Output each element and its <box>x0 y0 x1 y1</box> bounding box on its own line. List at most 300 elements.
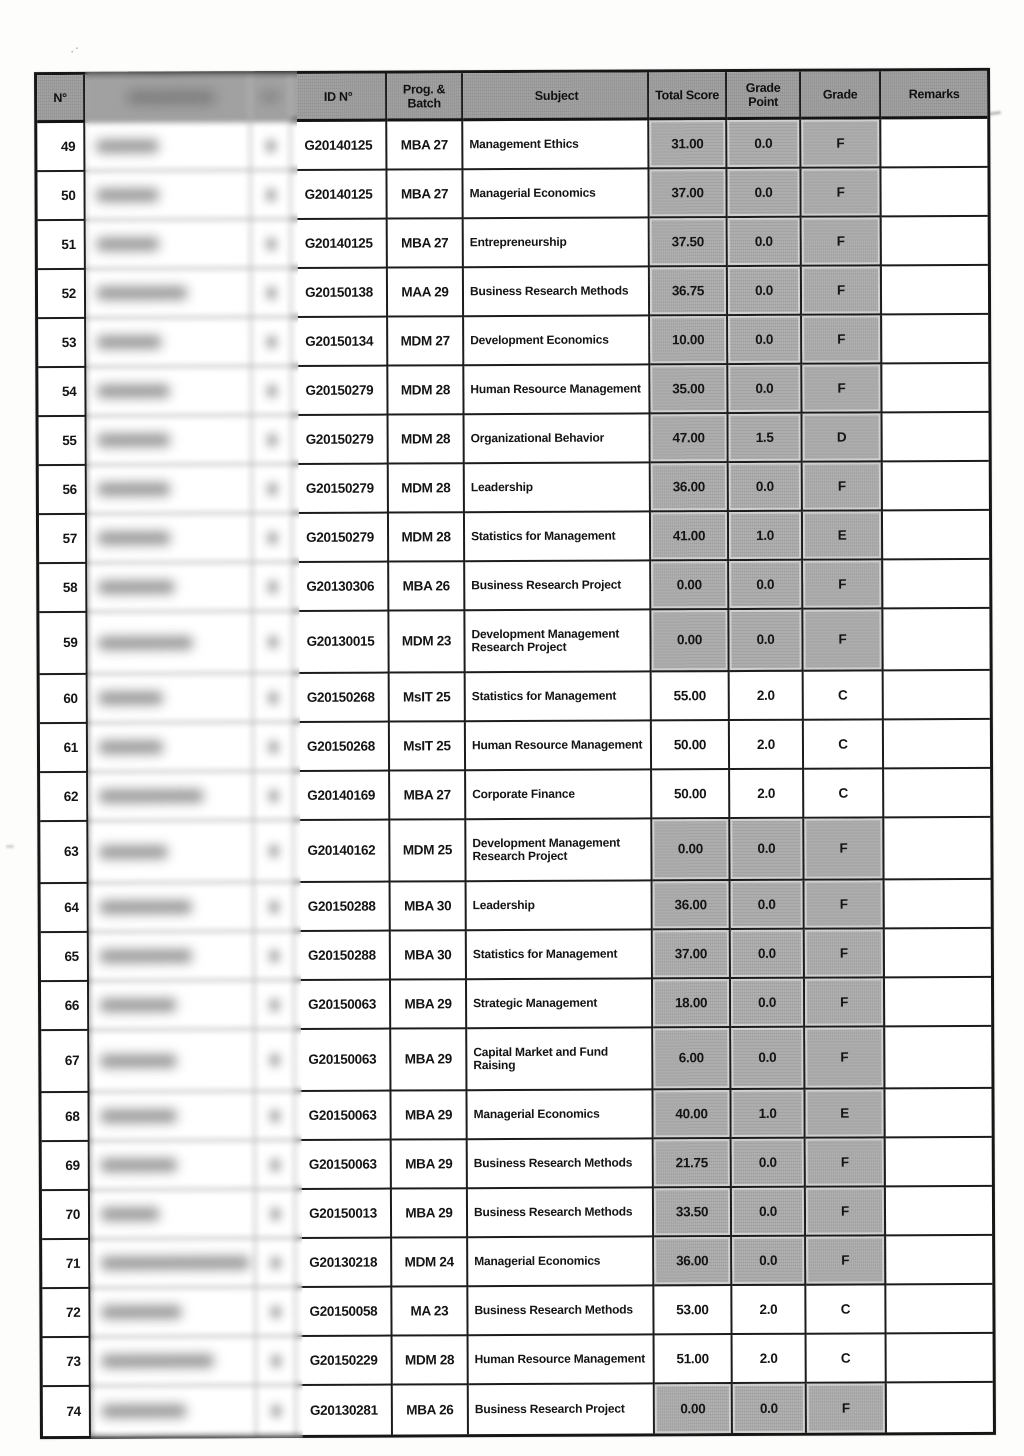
total-score-cell: 41.00 <box>651 512 729 561</box>
id-number-cell: G20150288 <box>295 883 391 932</box>
subject-cell: Capital Market and Fund Raising <box>467 1028 653 1091</box>
total-score-cell: 0.00 <box>651 610 729 672</box>
grade-point-cell: 0.0 <box>727 169 801 218</box>
subject-cell: Strategic Management <box>467 979 653 1029</box>
grade-point-cell: 0.0 <box>729 561 803 610</box>
name-cell <box>89 1092 255 1142</box>
redacted-name-blur <box>96 140 158 153</box>
name-cell <box>87 465 253 515</box>
grade-point-cell: 0.0 <box>732 1237 806 1286</box>
table-row <box>43 1334 993 1387</box>
row-number-cell: 57 <box>39 515 87 564</box>
redacted-sex-blur <box>269 845 278 857</box>
name-cell <box>87 563 253 613</box>
redacted-sex-blur <box>271 1355 280 1367</box>
prog-batch-cell: MBA 26 <box>389 562 465 611</box>
table-row <box>38 217 988 270</box>
subject-cell: Human Resource Management <box>469 1335 655 1385</box>
table-header-row <box>37 71 987 123</box>
grade-cell: F <box>805 1027 885 1089</box>
grade-point-cell: 2.0 <box>730 721 804 770</box>
id-number-cell: G20130306 <box>293 563 389 612</box>
table-row <box>42 1187 992 1240</box>
header-total-score: Total Score <box>649 72 727 120</box>
grade-point-cell: 1.5 <box>729 414 803 463</box>
redacted-sex-blur <box>271 1257 280 1269</box>
grade-cell: C <box>807 1334 887 1383</box>
name-cell <box>90 1239 256 1289</box>
grade-point-cell: 0.0 <box>729 610 803 672</box>
row-number-cell: 60 <box>40 675 88 724</box>
row-number-cell: 56 <box>39 466 87 515</box>
sex-cell <box>253 612 293 674</box>
table-row <box>41 1027 991 1093</box>
name-cell <box>86 220 252 270</box>
row-number-cell: 49 <box>37 123 85 172</box>
total-score-cell: 35.00 <box>650 365 728 414</box>
total-score-cell: 37.50 <box>650 218 728 267</box>
sex-cell <box>255 932 295 981</box>
name-cell <box>89 932 255 982</box>
grade-cell: D <box>803 413 883 462</box>
grade-cell: F <box>801 168 881 217</box>
redacted-sex-blur <box>268 692 277 704</box>
id-number-cell: G20130281 <box>297 1386 393 1435</box>
name-cell <box>89 981 255 1031</box>
id-number-cell: G20150063 <box>295 981 391 1030</box>
prog-batch-cell: MDM 25 <box>390 820 466 882</box>
redacted-sex-blur <box>270 1054 279 1066</box>
sex-cell <box>252 367 292 416</box>
row-number-cell: 65 <box>41 933 89 982</box>
total-score-cell: 50.00 <box>652 721 730 770</box>
grade-cell: F <box>802 315 882 364</box>
grade-point-cell: 0.0 <box>733 1384 807 1433</box>
table-row <box>40 818 990 884</box>
redacted-sex-blur <box>266 140 275 152</box>
sex-cell <box>256 1190 296 1239</box>
sex-cell <box>253 416 293 465</box>
grade-cell: E <box>803 511 883 560</box>
total-score-cell: 51.00 <box>655 1335 733 1384</box>
sex-cell <box>252 220 292 269</box>
grade-cell: F <box>802 364 882 413</box>
subject-cell: Statistics for Management <box>467 930 653 980</box>
row-number-cell: 51 <box>38 221 86 270</box>
prog-batch-cell: MBA 29 <box>392 1140 468 1189</box>
redacted-sex-blur <box>266 287 275 299</box>
redacted-sex-blur <box>268 636 277 648</box>
grade-point-cell: 0.0 <box>732 1188 806 1237</box>
remarks-cell <box>882 217 988 266</box>
total-score-cell: 0.00 <box>655 1384 733 1433</box>
grade-point-cell: 0.0 <box>731 979 805 1028</box>
grade-point-cell: 0.0 <box>728 218 802 267</box>
id-number-cell: G20140162 <box>294 821 390 883</box>
id-number-cell: G20150058 <box>296 1288 392 1337</box>
redacted-name-blur <box>97 385 169 398</box>
subject-cell: Human Resource Management <box>466 721 652 771</box>
table-row <box>40 769 990 822</box>
table-row <box>43 1383 993 1436</box>
name-cell <box>87 416 253 466</box>
prog-batch-cell: MDM 24 <box>392 1238 468 1287</box>
id-number-cell: G20150134 <box>292 318 388 367</box>
row-number-cell: 68 <box>41 1093 89 1142</box>
redacted-name-blur <box>101 1305 181 1318</box>
redacted-name-blur <box>101 1256 249 1270</box>
id-number-cell: G20150063 <box>295 1092 391 1141</box>
grade-point-cell: 0.0 <box>727 120 801 169</box>
scan-artifact-dots: .· <box>68 41 82 56</box>
sex-cell <box>254 723 294 772</box>
redacted-name-blur <box>97 238 159 251</box>
grade-point-cell: 1.0 <box>731 1090 805 1139</box>
name-cell <box>88 674 254 724</box>
name-cell <box>91 1386 257 1436</box>
row-number-cell: 64 <box>41 884 89 933</box>
redacted-name-blur <box>99 741 163 754</box>
grade-point-cell: 0.0 <box>731 930 805 979</box>
redacted-name-blur <box>101 1208 159 1221</box>
grade-cell: C <box>804 720 884 769</box>
row-number-cell: 73 <box>43 1338 91 1387</box>
table-row <box>37 119 987 172</box>
remarks-cell <box>883 511 989 560</box>
table-row <box>41 880 991 933</box>
grade-point-cell: 0.0 <box>732 1139 806 1188</box>
header-grade: Grade <box>801 71 881 119</box>
table-row <box>41 978 991 1031</box>
total-score-cell: 36.00 <box>654 1237 732 1286</box>
table-row <box>42 1138 992 1191</box>
remarks-cell <box>883 609 989 671</box>
table-body <box>37 119 993 1436</box>
redacted-name-blur <box>102 1354 214 1367</box>
subject-cell: Business Research Methods <box>468 1188 654 1238</box>
redacted-sex-header-blur <box>261 91 279 102</box>
sex-cell <box>253 563 293 612</box>
grade-cell: F <box>803 462 883 511</box>
redacted-sex-blur <box>270 1208 279 1220</box>
row-number-cell: 53 <box>38 319 86 368</box>
subject-cell: Organizational Behavior <box>465 414 651 464</box>
grade-cell: F <box>802 266 882 315</box>
grade-cell: C <box>804 769 884 818</box>
prog-batch-cell: MBA 30 <box>391 931 467 980</box>
name-cell <box>86 269 252 319</box>
id-number-cell: G20140125 <box>292 220 388 269</box>
name-cell <box>86 367 252 417</box>
redacted-sex-blur <box>266 189 275 201</box>
remarks-cell <box>882 266 988 315</box>
remarks-cell <box>883 413 989 462</box>
subject-cell: Leadership <box>465 463 651 513</box>
header-number: N° <box>37 75 85 123</box>
remarks-cell <box>884 671 990 720</box>
redacted-sex-blur <box>269 901 278 913</box>
id-number-cell: G20150268 <box>294 723 390 772</box>
table-row <box>38 266 988 319</box>
redacted-name-blur <box>100 900 192 913</box>
grade-cell: F <box>806 1187 886 1236</box>
sex-cell <box>254 821 294 883</box>
sex-cell <box>252 269 292 318</box>
redacted-sex-blur <box>268 581 277 593</box>
table-row <box>40 720 990 773</box>
prog-batch-cell: MBA 26 <box>393 1385 469 1434</box>
name-cell <box>85 171 251 221</box>
prog-batch-cell: MBA 30 <box>391 882 467 931</box>
subject-cell: Development Management Research Project <box>465 610 651 673</box>
subject-cell: Managerial Economics <box>467 1090 653 1140</box>
grades-table <box>34 68 996 1439</box>
name-cell <box>91 1337 257 1387</box>
name-cell <box>90 1141 256 1191</box>
redacted-name-blur <box>98 532 170 545</box>
total-score-cell: 18.00 <box>653 979 731 1028</box>
redacted-name-blur <box>97 336 161 349</box>
name-cell <box>86 318 252 368</box>
redacted-sex-blur <box>269 950 278 962</box>
total-score-cell: 10.00 <box>650 316 728 365</box>
redacted-name-blur <box>98 636 192 649</box>
table-row <box>38 315 988 368</box>
sex-cell <box>256 1288 296 1337</box>
row-number-cell: 72 <box>42 1289 90 1338</box>
redacted-sex-blur <box>271 1405 280 1417</box>
grade-cell: F <box>802 217 882 266</box>
sex-cell <box>251 171 291 220</box>
header-prog-batch: Prog. & Batch <box>387 73 463 121</box>
prog-batch-cell: MBA 27 <box>388 219 464 268</box>
id-number-cell: G20150063 <box>295 1030 391 1092</box>
grade-point-cell: 2.0 <box>733 1335 807 1384</box>
name-cell <box>88 723 254 773</box>
redacted-name-blur <box>99 789 203 802</box>
name-cell <box>89 1030 255 1093</box>
remarks-cell <box>885 978 991 1027</box>
sex-cell <box>255 883 295 932</box>
table-row <box>39 413 989 466</box>
scan-artifact-margin-dot <box>6 845 14 848</box>
grade-point-cell: 2.0 <box>730 672 804 721</box>
total-score-cell: 53.00 <box>654 1286 732 1335</box>
subject-cell: Business Research Project <box>469 1384 655 1434</box>
redacted-sex-blur <box>267 385 276 397</box>
subject-cell: Business Research Methods <box>468 1286 654 1336</box>
name-cell <box>90 1288 256 1338</box>
redacted-sex-blur <box>270 999 279 1011</box>
grade-point-cell: 1.0 <box>729 512 803 561</box>
remarks-cell <box>884 720 990 769</box>
sex-cell <box>254 674 294 723</box>
grade-point-cell: 0.0 <box>728 365 802 414</box>
name-cell <box>88 772 254 822</box>
total-score-cell: 21.75 <box>654 1139 732 1188</box>
id-number-cell: G20150279 <box>293 514 389 563</box>
header-remarks: Remarks <box>881 71 987 119</box>
prog-batch-cell: MBA 29 <box>392 1189 468 1238</box>
row-number-cell: 61 <box>40 724 88 773</box>
grade-cell: F <box>805 929 885 978</box>
grade-cell: F <box>803 560 883 609</box>
redacted-name-blur <box>100 949 192 962</box>
subject-cell: Business Research Project <box>465 561 651 611</box>
id-number-cell: G20150229 <box>297 1337 393 1386</box>
row-number-cell: 54 <box>38 368 86 417</box>
redacted-sex-blur <box>266 238 275 250</box>
prog-batch-cell: MBA 29 <box>391 980 467 1029</box>
id-number-cell: G20150138 <box>292 269 388 318</box>
remarks-cell <box>885 1027 991 1089</box>
row-number-cell: 58 <box>39 564 87 613</box>
id-number-cell: G20140125 <box>291 122 387 171</box>
name-cell <box>88 821 254 884</box>
grade-cell: C <box>806 1285 886 1334</box>
row-number-cell: 59 <box>39 613 87 675</box>
remarks-cell <box>886 1236 992 1285</box>
row-number-cell: 62 <box>40 773 88 822</box>
sex-cell <box>257 1337 297 1386</box>
row-number-cell: 70 <box>42 1191 90 1240</box>
total-score-cell: 50.00 <box>652 770 730 819</box>
prog-batch-cell: MBA 29 <box>391 1091 467 1140</box>
sex-cell <box>256 1141 296 1190</box>
total-score-cell: 37.00 <box>649 169 727 218</box>
sex-cell <box>254 772 294 821</box>
sex-cell <box>256 1239 296 1288</box>
row-number-cell: 50 <box>37 172 85 221</box>
sex-cell <box>255 981 295 1030</box>
prog-batch-cell: MDM 23 <box>389 611 465 673</box>
remarks-cell <box>882 315 988 364</box>
total-score-cell: 36.75 <box>650 267 728 316</box>
prog-batch-cell: MsIT 25 <box>390 673 466 722</box>
redacted-name-blur <box>98 483 170 496</box>
prog-batch-cell: MDM 28 <box>389 415 465 464</box>
id-number-cell: G20150279 <box>293 465 389 514</box>
redacted-name-blur <box>101 1109 177 1122</box>
subject-cell: Managerial Economics <box>463 169 649 219</box>
table-row <box>39 609 989 675</box>
redacted-name-blur <box>102 1404 186 1417</box>
redacted-name-blur <box>97 286 187 299</box>
subject-cell: Managerial Economics <box>468 1237 654 1287</box>
prog-batch-cell: MDM 28 <box>389 464 465 513</box>
grade-cell: C <box>804 671 884 720</box>
sex-cell <box>252 318 292 367</box>
table-row <box>40 671 990 724</box>
remarks-cell <box>883 560 989 609</box>
remarks-cell <box>886 1187 992 1236</box>
sex-cell <box>257 1386 297 1435</box>
header-id-number: ID N° <box>291 74 387 122</box>
grade-cell: F <box>806 1236 886 1285</box>
total-score-cell: 31.00 <box>649 120 727 169</box>
row-number-cell: 67 <box>41 1031 89 1093</box>
redacted-sex-blur <box>267 434 276 446</box>
remarks-cell <box>881 168 987 217</box>
redacted-name-blur <box>99 845 167 858</box>
name-cell <box>85 122 251 172</box>
id-number-cell: G20130218 <box>296 1239 392 1288</box>
grade-point-cell: 0.0 <box>728 267 802 316</box>
grade-point-cell: 0.0 <box>728 316 802 365</box>
row-number-cell: 66 <box>41 982 89 1031</box>
row-number-cell: 55 <box>39 417 87 466</box>
total-score-cell: 55.00 <box>652 672 730 721</box>
prog-batch-cell: MAA 29 <box>388 268 464 317</box>
prog-batch-cell: MA 23 <box>392 1287 468 1336</box>
grade-cell: F <box>807 1383 887 1432</box>
prog-batch-cell: MDM 27 <box>388 317 464 366</box>
remarks-cell <box>887 1383 993 1432</box>
total-score-cell: 36.00 <box>653 881 731 930</box>
subject-cell: Management Ethics <box>463 120 649 170</box>
remarks-cell <box>886 1138 992 1187</box>
prog-batch-cell: MDM 28 <box>393 1336 469 1385</box>
subject-cell: Business Research Methods <box>464 267 650 317</box>
redacted-name-blur <box>99 692 163 705</box>
redacted-sex-blur <box>270 1110 279 1122</box>
grade-cell: F <box>805 880 885 929</box>
total-score-cell: 6.00 <box>653 1028 731 1090</box>
grade-cell: F <box>806 1138 886 1187</box>
prog-batch-cell: MBA 27 <box>387 170 463 219</box>
redacted-sex-blur <box>268 532 277 544</box>
total-score-cell: 37.00 <box>653 930 731 979</box>
id-number-cell: G20130015 <box>293 612 389 674</box>
subject-cell: Development Management Research Project <box>466 819 652 882</box>
row-number-cell: 52 <box>38 270 86 319</box>
prog-batch-cell: MDM 28 <box>389 513 465 562</box>
grade-cell: F <box>803 609 883 671</box>
grade-cell: F <box>801 119 881 168</box>
name-cell <box>87 514 253 564</box>
subject-cell: Statistics for Management <box>465 512 651 562</box>
sex-cell <box>253 514 293 563</box>
total-score-cell: 36.00 <box>651 463 729 512</box>
grade-point-cell: 0.0 <box>730 819 804 881</box>
remarks-cell <box>883 462 989 511</box>
subject-cell: Business Research Methods <box>468 1139 654 1189</box>
prog-batch-cell: MBA 27 <box>387 121 463 170</box>
prog-batch-cell: MDM 28 <box>388 366 464 415</box>
total-score-cell: 0.00 <box>652 819 730 881</box>
grade-point-cell: 0.0 <box>731 881 805 930</box>
name-cell <box>89 883 255 933</box>
remarks-cell <box>886 1285 992 1334</box>
id-number-cell: G20150279 <box>292 367 388 416</box>
id-number-cell: G20150288 <box>295 932 391 981</box>
subject-cell: Development Economics <box>464 316 650 366</box>
header-sex-redacted <box>251 74 291 122</box>
table-row <box>39 511 989 564</box>
redacted-sex-blur <box>267 336 276 348</box>
redacted-name-blur <box>100 1054 176 1067</box>
row-number-cell: 63 <box>40 822 88 884</box>
subject-cell: Corporate Finance <box>466 770 652 820</box>
sex-cell <box>253 465 293 514</box>
header-name-redacted <box>85 74 251 123</box>
table-row <box>41 929 991 982</box>
remarks-cell <box>884 769 990 818</box>
grade-cell: F <box>805 978 885 1027</box>
id-number-cell: G20150268 <box>294 674 390 723</box>
grade-point-cell: 0.0 <box>729 463 803 512</box>
table-row <box>42 1236 992 1289</box>
